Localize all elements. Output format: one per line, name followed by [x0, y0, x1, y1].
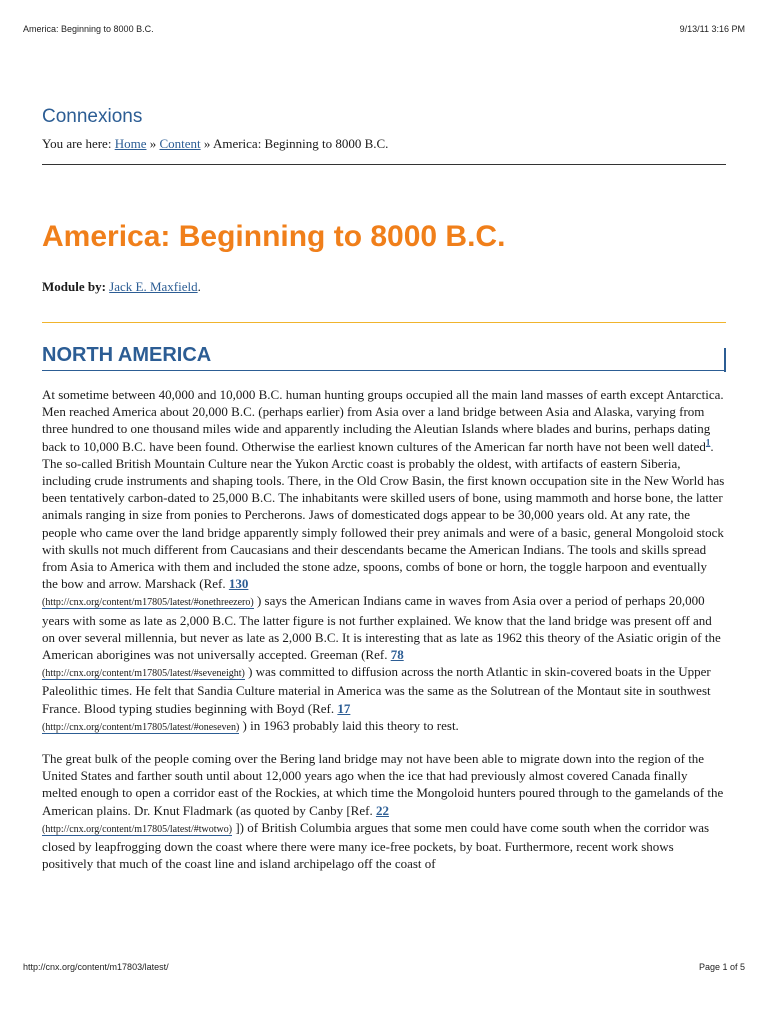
reference-link[interactable]: 17: [337, 700, 351, 716]
module-byline: [42, 279, 201, 295]
reference-url: (http://cnx.org/content/m17805/latest/#seveneight): [42, 668, 245, 680]
paragraph-text: The great bulk of the people coming over the Bering land bridge may not have been able to migrate down into the region of the United States and farther south until about 12,000 years ago when the ice that had previously almost covered Canada finally melted enough to open a corridor east of the Rockies, at which time the Mongoloid hunters poured through to the gamelands of the American plains. Dr. Knut Fladmark (as quoted by Canby [Ref.: [42, 751, 724, 818]
title-divider: [42, 322, 726, 323]
module-by-label: Module by:: [42, 279, 106, 294]
breadcrumb-content-link[interactable]: Content: [159, 136, 201, 151]
paragraph-text: ) in 1963 probably laid this theory to rest.: [239, 717, 459, 733]
reference-link[interactable]: 78: [390, 647, 404, 663]
article-body: [42, 386, 726, 886]
paragraph: [42, 750, 726, 872]
reference-link[interactable]: 22: [375, 802, 389, 818]
paragraph-text: . The so-called British Mountain Culture near the Yukon Arctic coast is probably the oldest, with artifacts of eastern Siberia, including crude instruments and shaping tools. There, in the Old Crow Basin, the first known occupation site in the New World has been tentatively carbon-dated to 25,000 B.C. The inhabitants were skilled users of bone, using mammoth and horse bone, the latter animals ranging in size from ponies to Percherons. Jaws of domesticated dogs appear to be 30,000 years old. At any rate, the people who came over the land bridge apparently simply followed their prey animals and were of a basic, general Mongoloid stock with skulls not much different from Caucasians and their descendants became the American Indians. The tools and skills spread from Asia to America with them and included the stone adze, spoons, combs of bone or horn, the toggle harpoon and eventually the bow and arrow. Marshack (Ref.: [42, 438, 725, 592]
breadcrumb-separator: »: [149, 136, 157, 151]
reference-url: (http://cnx.org/content/m17805/latest/#twotwo): [42, 823, 233, 835]
section-heading: NORTH AMERICA: [42, 344, 726, 371]
reference-link[interactable]: 130: [228, 576, 249, 592]
paragraph: [42, 386, 726, 736]
breadcrumb-home-link[interactable]: Home: [114, 136, 147, 151]
breadcrumb-current: America: Beginning to 8000 B.C.: [212, 136, 389, 151]
breadcrumb: [42, 136, 388, 152]
print-footer-url: http://cnx.org/content/m17803/latest/: [23, 962, 169, 972]
reference-url: (http://cnx.org/content/m17805/latest/#oneseven): [42, 721, 240, 733]
footnote-link[interactable]: 1: [705, 437, 711, 448]
breadcrumb-prefix: You are here:: [42, 136, 112, 151]
header-divider: [42, 164, 726, 165]
author-suffix: .: [197, 279, 201, 294]
print-footer: [23, 962, 745, 972]
paragraph-text: At sometime between 40,000 and 10,000 B.C. human hunting groups occupied all the main land masses of earth except Antarctica. Men reached America about 20,000 B.C. (perhaps earlier) from Asia over a land bridge between Asia and Alaska, varying from three hundred to one thousand miles wide and apparently including the Aleutian Islands where blades and burins, perhaps dating back to 10,000 B.C. have been found. Otherwise the earliest known cultures of the American far north have not been well dated: [42, 387, 724, 454]
print-header-title: America: Beginning to 8000 B.C.: [23, 24, 154, 34]
paragraph-text: ) was committed to diffusion across the north Atlantic in skin-covered boats in the Upper Paleolithic times. He felt that Sandia Culture material in America was the same as the Solutrean of the Montaut site in southwest France. Blood typing studies beginning with Boyd (Ref.: [42, 664, 711, 716]
site-name[interactable]: Connexions: [42, 106, 143, 127]
print-header: [23, 24, 745, 34]
author-link[interactable]: Jack E. Maxfield: [109, 279, 198, 294]
breadcrumb-separator: »: [203, 136, 211, 151]
print-footer-page: Page 1 of 5: [698, 962, 745, 972]
page-title: America: Beginning to 8000 B.C.: [42, 220, 506, 253]
print-header-datetime: 9/13/11 3:16 PM: [679, 24, 745, 34]
paragraph-text: ]) of British Columbia argues that some men could have come south when the corridor was closed by leapfrogging down the coast where there were many ice-free pockets, by boat. Furthermore, recent work shows positively that much of the coast line and island archipelago off the coast of: [42, 819, 710, 872]
reference-url: (http://cnx.org/content/m17805/latest/#onethreezero): [42, 597, 254, 609]
paragraph-text: ) says the American Indians came in waves from Asia over a period of perhaps 20,000 years with some as late as 2,000 B.C. The latter figure is not further explained. We know that the land bridge was present off and on over several millennia, but never as late as 2,000 B.C. It is interesting that as late as 1962 this theory of the Asiatic origin of the American aborigines was not universally accepted. Greeman (Ref.: [42, 593, 721, 663]
